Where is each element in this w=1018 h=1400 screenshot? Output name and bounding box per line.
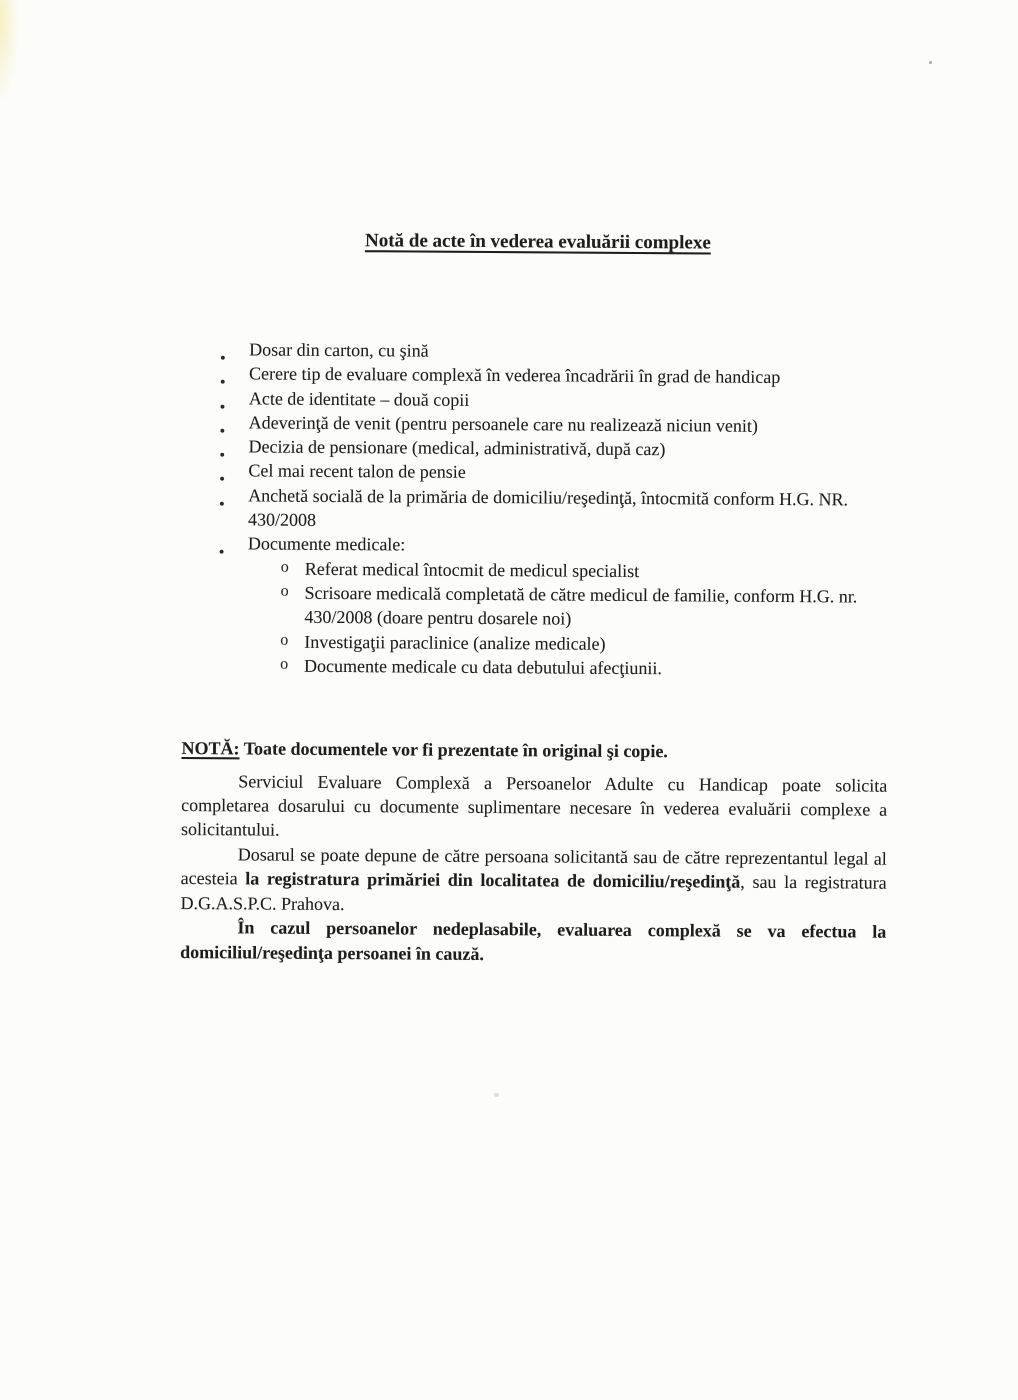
list-item: ● Cerere tip de evaluare complexă în vederea încadrării în grad de handicap <box>184 361 890 390</box>
paragraph-text: , sau la registratura D.G.A.S.P.C. Prahova. <box>180 871 887 914</box>
paragraph-bold-text: la registratura primăriei din localitatea de domiciliu/reşedinţă <box>245 868 741 892</box>
paragraph-submission <box>180 842 886 920</box>
medical-documents-sublist <box>182 556 889 682</box>
paragraph-home-evaluation <box>180 915 886 968</box>
sub-list-item: o Documente medicale cu data debutului afecţiunii. <box>182 653 888 682</box>
sub-list-item: o Investigaţii paraclinice (analize medicale) <box>182 629 888 658</box>
sub-list-item: o Referat medical întocmit de medicul specialist <box>183 556 889 585</box>
paragraph-text: În cazul persoanelor nedeplasabile, evaluarea complexă se va efectua la domiciliul/reşedinţa persoanei în cauză. <box>180 917 887 964</box>
note-heading <box>181 736 887 765</box>
paragraph-text: Dosarul se poate depune de către persoana solicitantă sau de către reprezentantul legal al acesteia <box>180 844 887 889</box>
document-content <box>180 228 891 969</box>
list-item: ● Decizia de pensionare (medical, administrativă, după caz) <box>183 434 889 463</box>
list-item: ● Dosar din carton, cu şină <box>184 337 890 366</box>
scan-speck <box>929 61 932 64</box>
note-text: Toate documentele vor fi prezentate în original şi copie. <box>243 738 668 762</box>
note-label: NOTĂ: <box>181 738 240 759</box>
list-item: ● Documente medicale: <box>183 531 889 560</box>
list-item: ● Acte de identitate – două copii <box>184 386 890 415</box>
scan-edge-tint <box>0 0 18 100</box>
paragraph-text: Serviciul Evaluare Complexă a Persoanelor Adulte cu Handicap poate solicita completarea dosarului cu documente suplimentare necesare în vederea evaluării complexe a solicitantului. <box>180 771 888 841</box>
required-documents-list <box>183 337 890 560</box>
list-item: ● Adeverinţă de venit (pentru persoanele care nu realizează niciun venit) <box>184 410 890 439</box>
list-item: ● Anchetă socială de la primăria de domiciliu/reşedinţă, întocmită conform H.G. NR. 430/2008 <box>183 483 889 536</box>
sub-list-item: o Scrisoare medicală completată de către medicul de familie, conform H.G. nr. 430/2008 (doare pentru dosarele noi) <box>182 580 888 633</box>
document-title: Notă de acte în vederea evaluării complexe <box>364 230 711 254</box>
list-item: ● Cel mai recent talon de pensie <box>183 458 889 487</box>
scan-speck <box>494 1093 499 1097</box>
paragraph-service-request <box>181 769 887 847</box>
